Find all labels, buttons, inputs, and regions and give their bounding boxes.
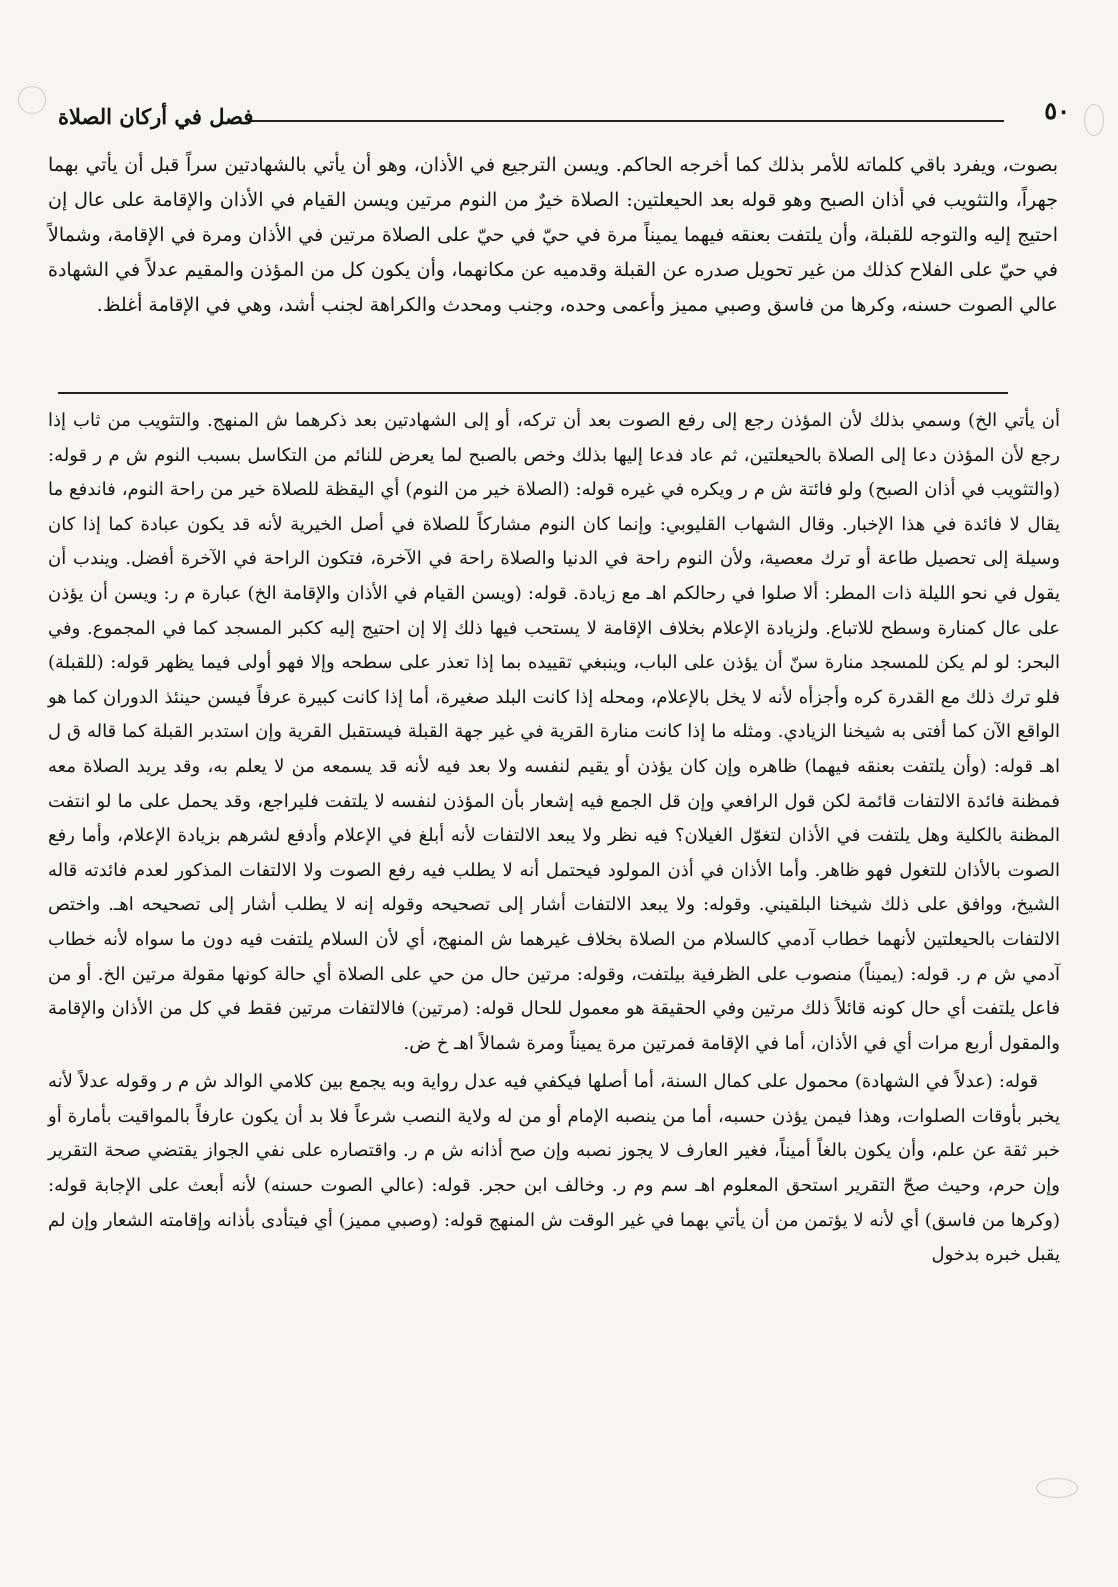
scan-artifact-top-right	[1084, 104, 1104, 136]
page-number: ٥٠	[1044, 96, 1070, 125]
main-paragraph: بصوت، ويفرد باقي كلماته للأمر بذلك كما أخرجه الحاكم. ويسن الترجيع في الأذان، وهو أن يأتي بالشهادتين سراً قبل أن يأتي بهما جهراً، والتثويب في أذان الصبح وهو قوله بعد الحيعلتين: الصلاة خيرٌ من النوم مرتين ويسن القيام في الأذان والإقامة على عال إن احتيج إليه والتوجه للقبلة، وأن يلتفت بعنقه فيهما يميناً مرة في حيّ في حيّ على الصلاة مرتين في الأذان ومرة في الإقامة، وشمالاً في حيّ على الفلاح كذلك من غير تحويل صدره عن القبلة وقدميه عن مكانهما، وأن يكون كل من المؤذن والمقيم عدلاً في الشهادة عالي الصوت حسنه، وكرها من فاسق وصبي مميز وأعمى وحده، وجنب ومحدث والكراهة لجنب أشد، وهي في الإقامة أغلظ.	[48, 154, 1058, 316]
commentary-paragraph-1: أن يأتي الخ) وسمي بذلك لأن المؤذن رجع إلى رفع الصوت بعد أن تركه، أو إلى الشهادتين بعد ذكرهما ش المنهج. والتثويب من ثاب إذا رجع لأن المؤذن دعا إلى الصلاة بالحيعلتين، ثم عاد فدعا إليها بذلك وخص بالصبح لما يعرض للنائم من التكاسل بسبب النوم ش م ر قوله: (والتثويب في أذان الصبح) ولو فائتة ش م ر ويكره في غيره قوله: (الصلاة خير من النوم) أي اليقظة للصلاة خير من راحة النوم، فاندفع ما يقال لا فائدة في هذا الإخبار. وقال الشهاب القليوبي: وإنما كان النوم مشاركاً للصلاة في أصل الخيرية لأنه قد يكون عبادة كما إذا كان وسيلة إلى تحصيل طاعة أو ترك معصية، ولأن النوم راحة في الدنيا والصلاة راحة في الآخرة، فتكون الراحة في الآخرة أفضل. ويندب أن يقول في نحو الليلة ذات المطر: ألا صلوا في رحالكم اهـ مع زيادة. قوله: (ويسن القيام في الأذان والإقامة الخ) عبارة م ر: ويسن أن يؤذن على عال كمنارة وسطح للاتباع. ولزيادة الإعلام بخلاف الإقامة لا يستحب فيها ذلك إلا إن احتيج إليه ككبر المسجد كما في المجموع. وفي البحر: لو لم يكن للمسجد منارة سنّ أن يؤذن على الباب، وينبغي تقييده بما إذا تعذر على سطحه وإلا فهو أولى فيما يظهر قوله: (للقبلة) فلو ترك ذلك مع القدرة كره وأجزأه لأنه لا يخل بالإعلام، ومحله إذا كانت البلد صغيرة، أما إذا كانت كبيرة عرفاً فيسن حينئذ الدوران كما هو الواقع الآن كما أفتى به شيخنا الزيادي. ومثله ما إذا كانت منارة القرية في غير جهة القبلة فيستقبل القرية وإن استدبر القبلة كما قاله ق ل اهـ قوله: (وأن يلتفت بعنقه فيهما) ظاهره وإن كان يؤذن أو يقيم لنفسه ولا بعد فيه لأنه قد يسمعه من لا يعلم به، وقد يريد الصلاة معه فمظنة فائدة الالتفات قائمة لكن قول الرافعي وإن قل الجمع فيه إشعار بأن المؤذن لنفسه لا يلتفت فليراجع، وقد يحمل على ما لو انتفت المظنة بالكلية وهل يلتفت في الأذان لتغوّل الغيلان؟ فيه نظر ولا يبعد الالتفات لأنه أبلغ في الإعلام وأدفع لشرهم بزيادة الإعلام، وأما رفع الصوت بالأذان للتغول فهو ظاهر. وأما الأذان في أذن المولود فيحتمل أنه لا يطلب فيه رفع الصوت ولا الالتفات المذكور لعدم فائدته قاله الشيخ، ووافق على ذلك شيخنا البلقيني. وقوله: ولا يبعد الالتفات أشار إلى تصحيحه وقوله إنه لا يطلب أشار إلى تصحيحه اهـ. واختص الالتفات بالحيعلتين لأنهما خطاب آدمي كالسلام من الصلاة بخلاف غيرهما ش المنهج، أي لأن السلام يلتفت فيه دون ما سواه لأنه خطاب آدمي ش م ر. قوله: (يميناً) منصوب على الظرفية بيلتفت، وقوله: مرتين حال من حي على الصلاة أي حالة كونها مقولة مرتين الخ. أو من فاعل يلتفت أي حال كونه قائلاً ذلك مرتين وفي الحقيقة هو معمول للحال قوله: (مرتين) فالالتفات مرتين فقط في كل من الأذان والإقامة والمقول أربع مرات أي في الأذان، أما في الإقامة فمرتين مرة يميناً ومرة شمالاً اهـ خ ض.	[48, 410, 1061, 1054]
scan-artifact-bottom-right	[1036, 1478, 1078, 1498]
commentary-paragraph-2: قوله: (عدلاً في الشهادة) محمول على كمال السنة، أما أصلها فيكفي فيه عدل رواية وبه يجمع بين كلامي الوالد ش م ر وقوله عدلاً لأنه يخبر بأوقات الصلوات، وهذا فيمن يؤذن حسبه، أما من ينصبه الإمام أو من له ولاية النصب شرعاً فلا بد أن يكون عارفاً بالمواقيت بأمارة أو خبر ثقة عن علم، وأن يكون بالغاً أميناً، فغير العارف لا يجوز نصبه وإن صح أذانه ش م ر. واقتصاره على نفي الجواز يقتضي صحة التقرير وإن حرم، وحيث صحّ التقرير استحق المعلوم اهـ سم وم ر. وخالف ابن حجر. قوله: (عالي الصوت حسنه) لأنه أبعث على الإجابة قوله: (وكرها من فاسق) أي لأنه لا يؤتمن من أن يأتي بهما في غير الوقت ش المنهج قوله: (وصبي مميز) أي فيتأدى بأذانه وإقامته الشعار وإن لم يقبل خبره بدخول	[48, 1071, 1060, 1266]
footnote-separator	[58, 392, 1008, 394]
scan-artifact-top-left	[18, 86, 46, 114]
page-header	[58, 96, 1074, 136]
section-title: فصل في أركان الصلاة	[58, 104, 254, 129]
main-text	[48, 148, 1058, 323]
header-rule	[248, 120, 1004, 122]
commentary-notes	[48, 404, 1060, 1273]
